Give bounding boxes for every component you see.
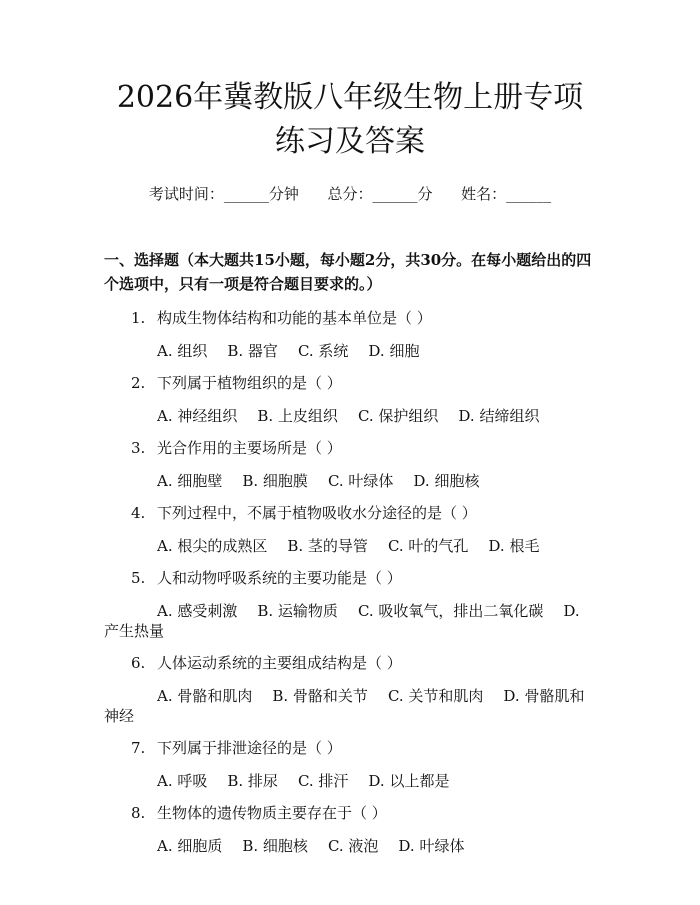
option-b: B. 细胞膜 [242,472,308,490]
option-b: B. 茎的导管 [287,537,368,555]
option-d: D. 根毛 [488,537,540,555]
question-stem [104,373,596,393]
option-c: C. 液泡 [327,837,379,855]
question-number: 1. [131,309,146,327]
question-number: 3. [131,439,146,457]
option-a: A. 细胞质 [157,837,223,855]
question-8 [104,803,596,856]
question-text: 生物体的遗传物质主要存在于（ ） [157,804,387,822]
option-b: B. 排尿 [227,772,278,790]
question-1 [104,308,596,361]
answer-options [104,771,596,791]
question-5 [104,568,596,641]
question-stem [104,438,596,458]
option-a: A. 神经组织 [157,407,238,425]
option-d: D. 结缔组织 [458,407,540,425]
question-7 [104,738,596,791]
question-text: 下列属于植物组织的是（ ） [157,374,342,392]
question-text: 人和动物呼吸系统的主要功能是（ ） [157,569,402,587]
option-d: D. 以上都是 [368,772,450,790]
question-text: 光合作用的主要场所是（ ） [157,439,342,457]
question-stem [104,308,596,328]
question-3 [104,438,596,491]
question-stem [104,503,596,523]
option-c: C. 关节和肌肉 [387,687,484,705]
question-2 [104,373,596,426]
option-a: A. 骨骼和肌肉 [157,687,253,705]
option-a: A. 感受刺激 [157,602,238,620]
option-b: B. 骨骼和关节 [272,687,368,705]
option-a: A. 细胞壁 [157,472,223,490]
answer-options [104,686,596,726]
option-b: B. 运输物质 [257,602,338,620]
option-b: B. 上皮组织 [257,407,338,425]
option-d: D. 产生热量 [104,602,580,640]
question-stem [104,653,596,673]
answer-options [104,836,596,856]
question-number: 6. [131,654,146,672]
option-a: A. 组织 [157,342,208,360]
question-list [104,308,596,856]
option-b: B. 器官 [227,342,278,360]
question-6 [104,653,596,726]
question-text: 构成生物体结构和功能的基本单位是（ ） [157,309,432,327]
question-text: 人体运动系统的主要组成结构是（ ） [157,654,402,672]
question-number: 2. [131,374,146,392]
option-b: B. 细胞核 [242,837,308,855]
option-a: A. 呼吸 [157,772,208,790]
option-c: C. 保护组织 [357,407,439,425]
question-stem [104,803,596,823]
question-number: 8. [131,804,146,822]
question-text: 下列过程中，不属于植物吸收水分途径的是（ ） [157,504,477,522]
answer-options [104,536,596,556]
page-title: 2026年冀教版八年级生物上册专项练习及答案 [116,80,584,159]
answer-options [104,341,596,361]
answer-options [104,406,596,426]
option-d: D. 叶绿体 [398,837,465,855]
question-number: 5. [131,569,146,587]
option-d: D. 细胞 [368,342,420,360]
option-d: D. 骨骼肌和神经 [104,687,585,725]
option-d: D. 细胞核 [413,472,480,490]
question-stem [104,568,596,588]
question-text: 下列属于排泄途径的是（ ） [157,739,342,757]
question-number: 7. [131,739,146,757]
question-number: 4. [131,504,146,522]
option-c: C. 叶绿体 [327,472,394,490]
option-a: A. 根尖的成熟区 [157,537,268,555]
option-c: C. 系统 [297,342,349,360]
question-4 [104,503,596,556]
option-c: C. 叶的气孔 [387,537,469,555]
question-stem [104,738,596,758]
section-heading: 一、选择题（本大题共15小题，每小题2分，共30分。在每小题给出的四个选项中，只有一项是符合题目要求的。） [104,251,592,293]
option-c: C. 排汗 [297,772,349,790]
option-c: C. 吸收氧气，排出二氧化碳 [357,602,544,620]
answer-options [104,471,596,491]
answer-options [104,601,596,641]
exam-meta: 考试时间：______分钟 总分：______分 姓名：______ [148,185,552,203]
